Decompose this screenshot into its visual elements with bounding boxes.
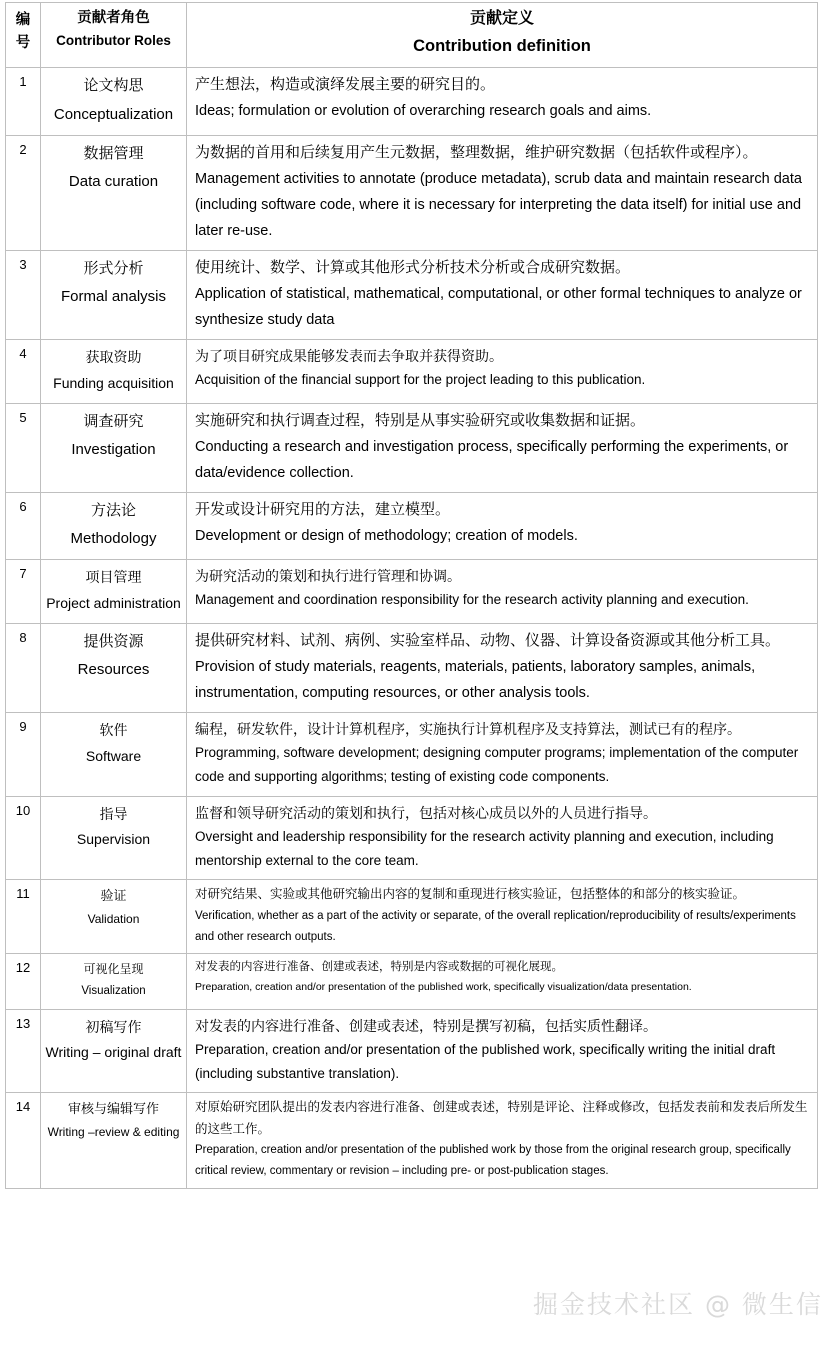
role-label-en: Data curation [68,173,159,191]
table-row [6,880,818,954]
role-cell [41,135,187,250]
definition-text-en: Verification, whether as a part of the activity or separate, of the overall replication/reproducibility of results/experiments and other research outputs. [195,909,796,943]
row-number-cell: 1 [6,68,41,136]
definition-text-en: Management and coordination responsibility for the research activity planning and execution. [195,592,749,608]
table-row [6,796,818,880]
table-row [6,713,818,797]
row-number-cell: 5 [6,403,41,492]
row-number-cell: 14 [6,1093,41,1188]
role-label-cn: 可视化呈现 [83,962,144,977]
role-cell [41,796,187,880]
row-number-cell: 13 [6,1009,41,1093]
definition-text-cn: 对发表的内容进行准备、创建或表述，特别是撰写初稿，包括实质性翻译。 [195,1017,657,1034]
definition-text-en: Provision of study materials, reagents, materials, patients, laboratory samples, animals, instrumentation, computing resources, or other analysis tools. [195,658,756,702]
row-number-cell: 2 [6,135,41,250]
table-row [6,560,818,624]
definition-text-en: Preparation, creation and/or presentation of the published work by those from the original research group, specifically critical review, commentary or revision – including pre- or post-publication stages. [195,1144,791,1178]
row-number-cell: 4 [6,340,41,404]
definition-text-en: Preparation, creation and/or presentation of the published work, specifically writing the initial draft (including substantive translation). [195,1041,776,1082]
definition-text-cn: 产生想法，构造或演绎发展主要的研究目的。 [195,76,496,94]
definition-text-en: Conducting a research and investigation process, specifically performing the experiments, or data/evidence collection. [195,438,789,481]
contributor-roles-table [5,2,818,1189]
role-label-cn: 调查研究 [83,412,144,430]
definition-text-en: Management activities to annotate (produce metadata), scrub data and maintain research data (including software code, where it is necessary for interpreting the data itself) for initial use and later re-use. [195,170,802,239]
definition-cell [187,796,818,880]
header-number-cn-line1: 编 [15,12,31,28]
role-cell [41,492,187,560]
role-cell [41,1093,187,1188]
table-row [6,954,818,1009]
definition-text-en: Preparation, creation and/or presentation of the published work, specifically visualization/data presentation. [195,981,692,994]
definition-text-en: Application of statistical, mathematical, computational, or other formal techniques to analyze or synthesize study data [195,285,802,328]
header-cell-definition [187,3,818,68]
table-row [6,251,818,340]
definition-text-cn: 开发或设计研究用的方法，建立模型。 [195,500,451,518]
definition-text-cn: 为数据的首用和后续复用产生元数据，整理数据，维护研究数据（包括软件或程序）。 [195,143,758,161]
role-cell [41,68,187,136]
role-label-en: Methodology [70,530,157,548]
definition-text-cn: 监督和领导研究活动的策划和执行，包括对核心成员以外的人员进行指导。 [195,804,657,821]
row-number-cell: 9 [6,713,41,797]
row-number-cell: 3 [6,251,41,340]
role-label-en: Writing – original draft [45,1044,182,1061]
definition-cell [187,560,818,624]
definition-cell [187,880,818,954]
row-number-cell: 11 [6,880,41,954]
table-row [6,1009,818,1093]
table-row [6,135,818,250]
role-cell [41,880,187,954]
role-label-en: Conceptualization [53,105,174,123]
definition-cell [187,1093,818,1188]
definition-text-cn: 对发表的内容进行准备、创建或表述，特别是内容或数据的可视化展现。 [195,961,563,974]
header-number-cn-line2: 号 [15,35,31,52]
definition-cell [187,492,818,560]
role-label-en: Investigation [71,441,156,459]
role-label-en: Formal analysis [60,288,167,306]
definition-text-en: Oversight and leadership responsibility for the research activity planning and execution, including mentorship external to the core team. [195,828,774,869]
definition-text-cn: 使用统计、数学、计算或其他形式分析技术分析或合成研究数据。 [195,259,631,277]
table-header [6,3,818,68]
definition-text-cn: 编程，研发软件，设计计算机程序，实施执行计算机程序及支持算法，测试已有的程序。 [195,721,741,738]
role-label-cn: 获取资助 [85,349,142,366]
role-label-cn: 论文构思 [83,77,144,95]
role-label-cn: 初稿写作 [85,1018,142,1035]
definition-text-en: Ideas; formulation or evolution of overarching research goals and aims. [195,103,652,120]
table-row [6,68,818,136]
role-cell [41,624,187,713]
role-label-cn: 指导 [99,805,128,822]
definition-text-cn: 实施研究和执行调查过程，特别是从事实验研究或收集数据和证据。 [195,411,646,429]
header-definition-cn: 贡献定义 [469,10,534,27]
definition-cell [187,135,818,250]
role-label-en: Software [85,747,142,764]
table-row [6,1093,818,1188]
role-label-en: Visualization [81,985,146,998]
header-cell-role [41,3,187,68]
definition-cell [187,1009,818,1093]
header-definition-en: Contribution definition [413,36,591,55]
role-cell [41,560,187,624]
role-label-en: Supervision [76,831,151,848]
role-cell [41,403,187,492]
row-number-cell: 6 [6,492,41,560]
role-label-cn: 形式分析 [83,260,144,278]
table-row [6,403,818,492]
definition-text-en: Programming, software development; designing computer programs; implementation of the computer code and supporting algorithms; testing of existing code components. [195,745,799,785]
role-label-en: Validation [87,912,140,927]
table-row [6,492,818,560]
watermark: 掘金技术社区 @ 微生信 [533,1290,823,1319]
table-row [6,624,818,713]
definition-text-en: Acquisition of the financial support for the project leading to this publication. [195,372,646,388]
role-label-cn: 验证 [100,888,127,904]
table-row [6,340,818,404]
role-label-en: Project administration [46,594,181,611]
header-row [6,3,818,68]
definition-cell [187,340,818,404]
row-number-cell: 7 [6,560,41,624]
row-number-cell: 8 [6,624,41,713]
role-label-cn: 项目管理 [85,569,142,586]
row-number-cell: 10 [6,796,41,880]
definition-text-cn: 为了项目研究成果能够发表而去争取并获得资助。 [195,348,503,365]
role-cell [41,340,187,404]
role-label-cn: 软件 [99,722,128,739]
definition-cell [187,624,818,713]
definition-text-cn: 提供研究材料、试剂、病例、实验室样品、动物、仪器、计算设备资源或其他分析工具。 [195,632,781,650]
definition-text-cn: 对研究结果、实验或其他研究输出内容的复制和重现进行核实验证，包括整体的和部分的核实验证。 [195,887,746,902]
role-cell [41,251,187,340]
definition-cell [187,954,818,1009]
header-cell-number [6,3,41,68]
table-body [6,68,818,1188]
role-label-cn: 方法论 [90,501,136,519]
definition-cell [187,713,818,797]
role-label-en: Funding acquisition [53,374,174,391]
definition-text-cn: 对原始研究团队提出的发表内容进行准备、创建或表述，特别是评论、注释或修改，包括发表前和发表后所发生的这些工作。 [195,1100,808,1136]
header-role-cn: 贡献者角色 [77,10,150,26]
definition-cell [187,68,818,136]
role-label-cn: 审核与编辑写作 [67,1101,159,1117]
role-cell [41,954,187,1009]
role-cell [41,713,187,797]
role-cell [41,1009,187,1093]
role-label-en: Resources [77,661,150,679]
definition-text-en: Development or design of methodology; creation of models. [195,527,578,544]
role-label-cn: 数据管理 [83,144,144,162]
header-role-en: Contributor Roles [56,33,171,49]
definition-cell [187,403,818,492]
definition-text-cn: 为研究活动的策划和执行进行管理和协调。 [195,568,461,585]
row-number-cell: 12 [6,954,41,1009]
role-label-en: Writing –review & editing [47,1125,180,1140]
role-label-cn: 提供资源 [83,633,144,651]
definition-cell [187,251,818,340]
